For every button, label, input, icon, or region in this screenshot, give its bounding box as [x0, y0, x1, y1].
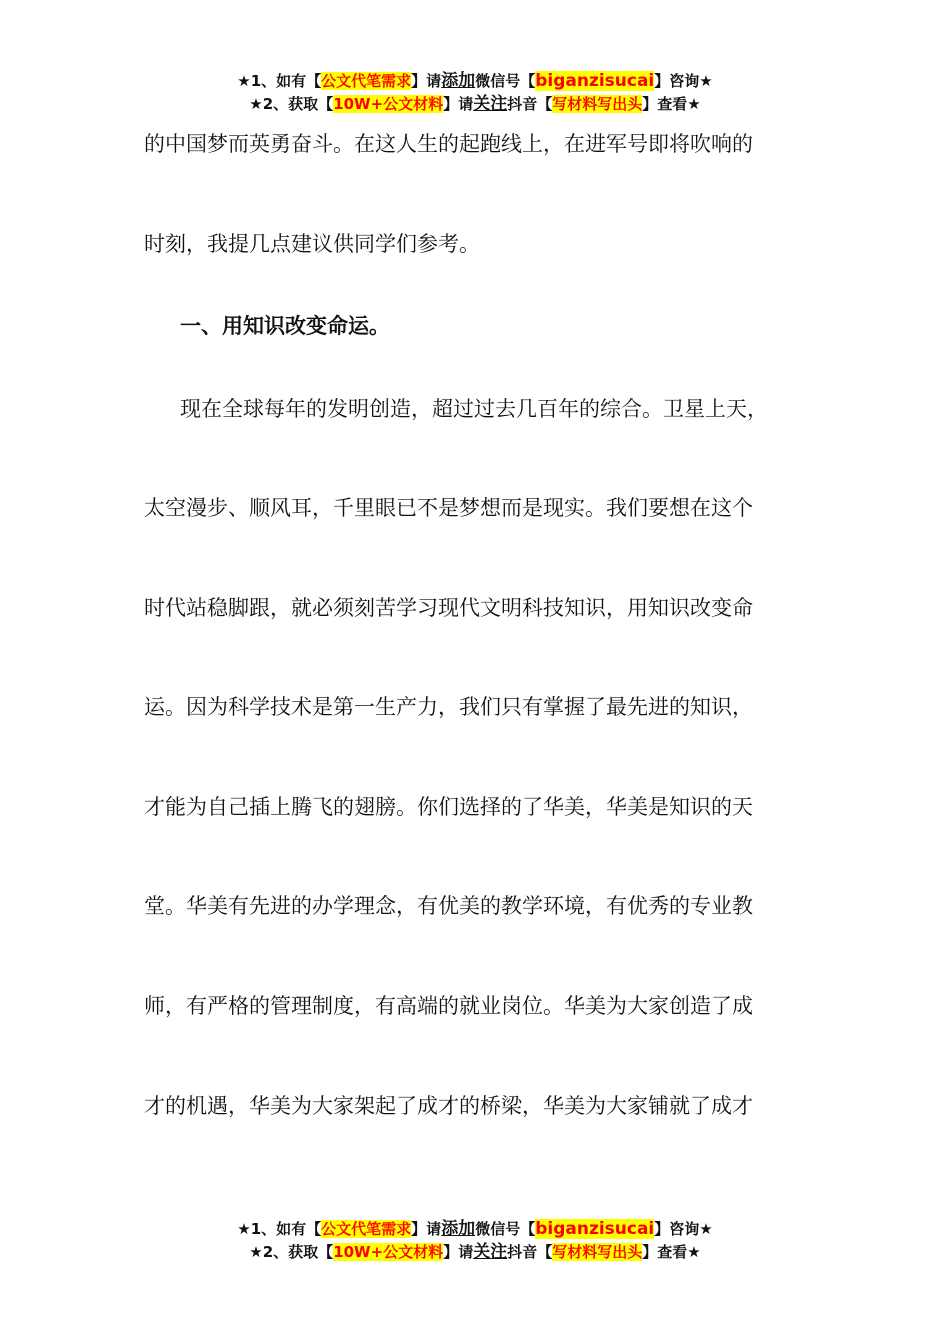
ad-underline-add: 添加: [441, 71, 476, 91]
body-paragraph-line: 堂。华美有先进的办学理念，有优美的教学环境，有优秀的专业教: [144, 894, 753, 918]
header-ad-line-1: [0, 70, 950, 93]
header-ad-line-2: [0, 93, 950, 116]
ad-highlight-materials: 10W+公文材料: [333, 95, 444, 113]
ad-text: 】请: [443, 1243, 474, 1261]
ad-text: 】请: [443, 95, 474, 113]
ad-text: 】请: [411, 1220, 442, 1238]
ad-highlight-douyin-account: 写材料写出头: [552, 1243, 643, 1261]
ad-highlight-douyin-account: 写材料写出头: [552, 95, 643, 113]
ad-text: 】查看★: [642, 1243, 701, 1261]
ad-highlight-materials: 10W+公文材料: [333, 1243, 444, 1261]
ad-text: 抖音【: [507, 95, 553, 113]
body-paragraph-line: 时代站稳脚跟，就必须刻苦学习现代文明科技知识，用知识改变命: [144, 596, 753, 620]
ad-underline-add: 添加: [441, 1219, 476, 1239]
ad-text: 】查看★: [642, 95, 701, 113]
footer-ad-line-1: [0, 1218, 950, 1241]
ad-underline-follow: 关注: [473, 94, 508, 114]
body-paragraph-line: 时刻，我提几点建议供同学们参考。: [144, 232, 480, 256]
ad-highlight-service: 公文代笔需求: [321, 72, 412, 90]
body-paragraph-line: 太空漫步、顺风耳，千里眼已不是梦想而是现实。我们要想在这个: [144, 496, 753, 520]
ad-text: 微信号【: [475, 1220, 536, 1238]
ad-text: ★1、如有【: [237, 1220, 322, 1238]
ad-text: 】咨询★: [654, 1220, 713, 1238]
ad-text: 抖音【: [507, 1243, 553, 1261]
ad-text: ★2、获取【: [249, 1243, 334, 1261]
ad-text: 】咨询★: [654, 72, 713, 90]
ad-text: ★2、获取【: [249, 95, 334, 113]
ad-highlight-wechat-id: biganzisucai: [535, 71, 655, 91]
section-heading: 一、用知识改变命运。: [180, 314, 390, 338]
footer-ad-block: [0, 1218, 950, 1264]
footer-ad-line-2: [0, 1241, 950, 1264]
ad-highlight-wechat-id: biganzisucai: [535, 1219, 655, 1239]
ad-text: ★1、如有【: [237, 72, 322, 90]
header-ad-block: [0, 70, 950, 116]
ad-text: 】请: [411, 72, 442, 90]
ad-underline-follow: 关注: [473, 1242, 508, 1262]
body-paragraph-line: 运。因为科学技术是第一生产力，我们只有掌握了最先进的知识，: [144, 695, 753, 719]
body-paragraph-line: 才的机遇，华美为大家架起了成才的桥梁，华美为大家铺就了成才: [144, 1094, 753, 1118]
ad-highlight-service: 公文代笔需求: [321, 1220, 412, 1238]
body-paragraph-line: 现在全球每年的发明创造，超过过去几百年的综合。卫星上天，: [180, 397, 768, 421]
body-paragraph-line: 才能为自己插上腾飞的翅膀。你们选择的了华美，华美是知识的天: [144, 795, 753, 819]
body-paragraph-line: 师，有严格的管理制度，有高端的就业岗位。华美为大家创造了成: [144, 994, 753, 1018]
body-paragraph-line: 的中国梦而英勇奋斗。在这人生的起跑线上，在进军号即将吹响的: [144, 132, 753, 156]
ad-text: 微信号【: [475, 72, 536, 90]
